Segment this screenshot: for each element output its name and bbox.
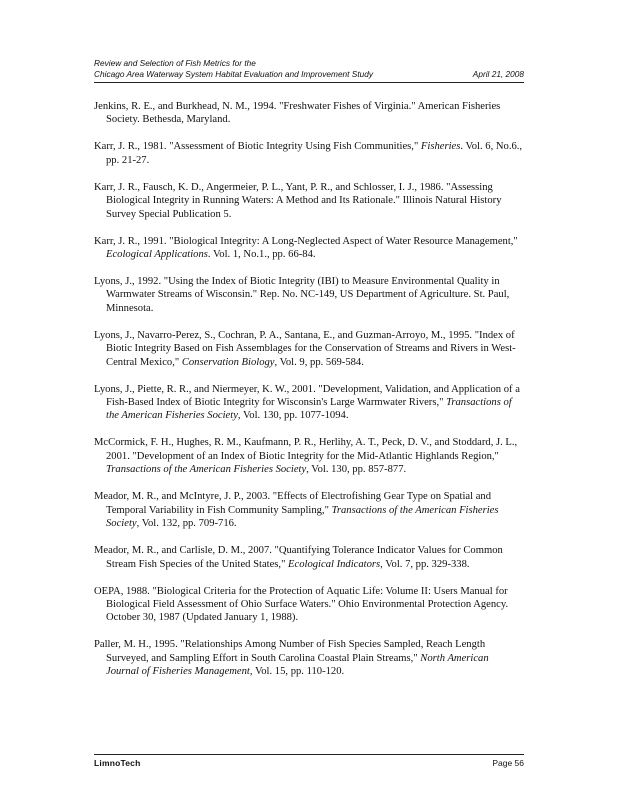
reference-item (94, 329, 524, 369)
reference-item (94, 490, 524, 530)
reference-text: Jenkins, R. E., and Burkhead, N. M., 1994. "Freshwater Fishes of Virginia." American Fisheries Society. Bethesda, Maryland. (94, 101, 501, 126)
reference-item (94, 235, 524, 262)
reference-text: Lyons, J., Navarro-Perez, S., Cochran, P. A., Santana, E., and Guzman-Arroyo, M., 1995. "Index of Biotic Integrity Based on Fish Assemblages for the Conservation of Streams and Rivers in West-Central Mexico," (94, 329, 516, 368)
reference-text: Paller, M. H., 1995. "Relationships Among Number of Fish Species Sampled, Reach Length Surveyed, and Sampling Effort in South Carolina Coastal Plain Streams," (94, 639, 486, 664)
page-footer (94, 758, 524, 768)
reference-item (94, 100, 524, 127)
reference-text: Lyons, J., 1992. "Using the Index of Biotic Integrity (IBI) to Measure Environmental Quality in Warmwater Streams of Wisconsin." Rep. No. NC-149, US Department of Agriculture. St. Paul, Minnesota. (94, 276, 510, 314)
header-date: April 21, 2008 (472, 69, 524, 79)
reference-text: Meador, M. R., and Carlisle, D. M., 2007. "Quantifying Tolerance Indicator Values for Common Stream Fish Species of the United States," (94, 545, 503, 570)
reference-text: McCormick, F. H., Hughes, R. M., Kaufmann, P. R., Herlihy, A. T., Peck, D. V., and Stoddard, J. L., 2001. "Development of an Index of Biotic Integrity for the Mid-Atlantic Highlands Region," (94, 437, 518, 462)
footer-divider (94, 754, 524, 755)
reference-text: Meador, M. R., and McIntyre, J. P., 2003. "Effects of Electrofishing Gear Type on Spatial and Temporal Variability in Fish Community Sampling," (94, 491, 492, 516)
reference-citation: , Vol. 130, pp. 1077-1094. (237, 410, 349, 422)
reference-journal: Ecological Indicators (288, 558, 381, 570)
reference-citation: , Vol. 132, pp. 709-716. (136, 518, 237, 530)
reference-item (94, 436, 524, 476)
reference-journal: Ecological Applications (106, 249, 208, 261)
reference-journal: Fisheries (420, 141, 461, 153)
page-header (94, 58, 524, 80)
reference-citation: , Vol. 130, pp. 857-877. (306, 464, 407, 476)
reference-journal: Transactions of the American Fisheries Society (106, 504, 499, 530)
reference-text: Karr, J. R., Fausch, K. D., Angermeier, P. L., Yant, P. R., and Schlosser, I. J., 1986. "Assessing Biological Integrity in Running Waters: A Method and Its Rationale." Illinois Natural History Survey Special Publication 5. (94, 181, 502, 220)
reference-journal: North American Journal of Fisheries Management (106, 652, 489, 678)
footer-company: LimnoTech (94, 758, 141, 768)
reference-item (94, 585, 524, 625)
reference-item (94, 544, 524, 571)
footer-page-number: Page 56 (492, 758, 524, 768)
reference-text: Lyons, J., Piette, R. R., and Niermeyer, K. W., 2001. "Development, Validation, and Application of a Fish-Based Index of Biotic Integrity for Wisconsin's Large Warmwater Rivers," (94, 383, 520, 409)
reference-journal: Conservation Biology (181, 356, 275, 368)
reference-item (94, 638, 524, 678)
reference-citation: , Vol. 9, pp. 569-584. (274, 356, 364, 368)
reference-text: Karr, J. R., 1981. "Assessment of Biotic Integrity Using Fish Communities," (94, 141, 421, 153)
header-title-line2: Chicago Area Waterway System Habitat Evaluation and Improvement Study (94, 69, 374, 79)
reference-item (94, 383, 524, 423)
reference-journal: Transactions of the American Fisheries Society (106, 464, 307, 476)
reference-journal: Transactions of the American Fisheries Society (106, 397, 512, 422)
reference-list (94, 100, 524, 679)
reference-item (94, 140, 524, 167)
reference-citation: , Vol. 15, pp. 110-120. (249, 666, 345, 678)
header-divider (94, 82, 524, 83)
header-row (94, 69, 524, 80)
reference-text: OEPA, 1988. "Biological Criteria for the Protection of Aquatic Life: Volume II: Users Manual for Biological Field Assessment of Ohio Surface Waters." Ohio Environmental Protection Agency. October 30, 1987 (Updated January 1, 1988). (94, 585, 509, 624)
reference-item (94, 181, 524, 221)
header-title-line1: Review and Selection of Fish Metrics for the (94, 58, 256, 68)
reference-citation: . Vol. 1, No.1., pp. 66-84. (207, 249, 316, 261)
reference-citation: . Vol. 6, No.6., pp. 21-27. (106, 141, 523, 166)
reference-citation: , Vol. 7, pp. 329-338. (380, 558, 470, 570)
reference-item (94, 275, 524, 315)
reference-text: Karr, J. R., 1991. "Biological Integrity: A Long-Neglected Aspect of Water Resource Management," (94, 235, 518, 247)
